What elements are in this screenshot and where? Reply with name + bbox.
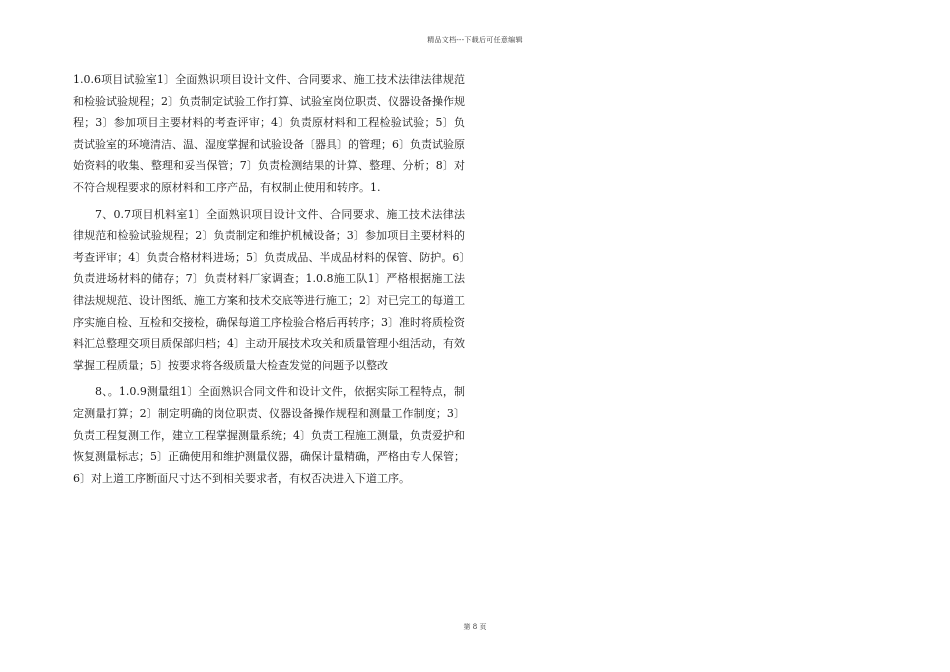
document-body	[73, 69, 465, 489]
page-header: 精品文档---下载后可任意编辑	[427, 36, 523, 44]
paragraph-test-lab: 1.0.6项目试验室1〕全面熟识项目设计文件、合同要求、施工技术法律法律规范和检验试验规程；2〕负责制定试验工作打算、试验室岗位职责、仪器设备操作规程；3〕参加项目主要材料的考查评审；4〕负责原材料和工程检验试验；5〕负责试验室的环境清洁、温、湿度掌握和试验设备〔器具〕的管理；6〕负责试验原始资料的收集、整理和妥当保管；7〕负责检测结果的计算、整理、分析；8〕对不符合规程要求的原材料和工序产品，有权制止使用和转序。1.	[73, 73, 465, 194]
paragraph-survey-group: 8、。1.0.9测量组1〕全面熟识合同文件和设计文件，依据实际工程特点，制定测量打算；2〕制定明确的岗位职责、仪器设备操作规程和测量工作制度；3〕负责工程复测工作，建立工程掌握测量系统；4〕负责工程施工测量，负责爱护和恢复测量标志；5〕正确使用和维护测量仪器，确保计量精确，严格由专人保管；6〕对上道工序断面尺寸达不到相关要求者，有权否决进入下道工序。	[73, 385, 465, 485]
page-number: 第 8 页	[463, 623, 487, 631]
paragraph-machinery-room: 7、0.7项目机料室1〕全面熟识项目设计文件、合同要求、施工技术法律法律规范和检验试验规程；2〕负责制定和维护机械设备；3〕参加项目主要材料的考查评审；4〕负责合格材料进场；5〕负责成品、半成品材料的保管、防护。6〕负责进场材料的储存；7〕负责材料厂家调查；1.0.8施工队1〕严格根据施工法律法规规范、设计图纸、施工方案和技术交底等进行施工；2〕对已完工的每道工序实施自检、互检和交接检，确保每道工序检验合格后再转序；3〕准时将质检资料汇总整理交项目质保部归档；4〕主动开展技术攻关和质量管理小组活动，有效掌握工程质量；5〕按要求将各级质量大检查发觉的问题予以整改	[73, 207, 465, 372]
